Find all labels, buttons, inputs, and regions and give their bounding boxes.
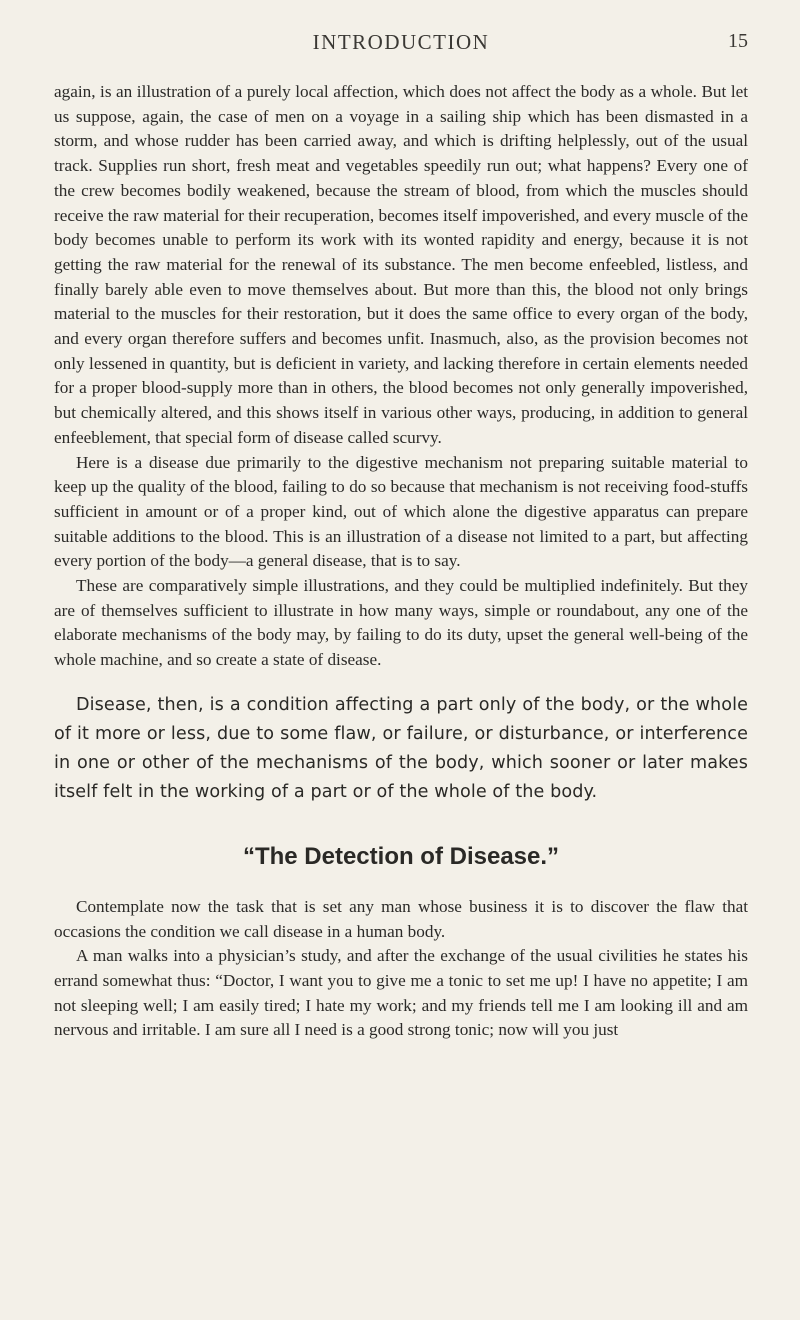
running-head [54, 30, 748, 60]
paragraph: Contemplate now the task that is set any man whose business it is to discover the flaw that occasions the condition we call disease in a human body. [54, 896, 748, 941]
running-title: INTRODUCTION [312, 30, 490, 54]
paragraph: These are comparatively simple illustrations, and they could be multiplied indefinitely. But they are of themselves sufficient to illustrate in how many ways, simple or roundabout, any one of the elaborate mechanisms of the body may, by failing to do its duty, upset the general well-being of the whole machine, and so create a state of disease. [54, 576, 748, 670]
body-text [54, 80, 748, 673]
paragraph: again, is an illustration of a purely local affection, which does not affect the body as a whole. But let us suppose, again, the case of men on a voyage in a sailing ship which has been dismasted in a storm, and whose rudder has been carried away, and which is drifting helplessly, out of the usual track. Supplies run short, fresh meat and vegetables speedily run out; what happens? Every one of the crew becomes bodily weakened, because the stream of blood, from which the muscles should receive the raw material for their recuperation, becomes itself impoverished, and every muscle of the body becomes unable to perform its work with its wonted rapidity and energy, because it is not getting the raw material for the renewal of its substance. The men become enfeebled, listless, and finally barely able even to move themselves about. But more than this, the blood not only brings material to the muscles for their restoration, but it does the same office to every organ of the body, and every organ therefore suffers and becomes unfit. Inasmuch, also, as the provision becomes not only lessened in quantity, but is deficient in variety, and lacking therefore in certain elements needed for a proper blood-supply more than in others, the blood becomes not only generally impoverished, but chemically altered, and this shows itself in various other ways, producing, in addition to general enfeeblement, that special form of disease called scurvy. [54, 82, 748, 447]
paragraph: A man walks into a physician’s study, and after the exchange of the usual civilities he states his errand somewhat thus: “Doctor, I want you to give me a tonic to set me up! I have no appetite; I am not sleeping well; I am easily tired; I hate my work; and my friends tell me I am looking ill and am nervous and irritable. I am sure all I need is a good strong tonic; now will you just [54, 946, 748, 1040]
disease-definition: Disease, then, is a condition affecting a part only of the body, or the whole of it more or less, due to some flaw, or failure, or disturbance, or interference in one or other of the mechanisms of the body, which sooner or later makes itself felt in the working of a part or of the whole of the body. [54, 694, 748, 802]
section-heading: “The Detection of Disease.” [242, 842, 560, 870]
page-number: 15 [728, 30, 748, 52]
paragraph: Here is a disease due primarily to the digestive mechanism not preparing suitable material to keep up the quality of the blood, failing to do so because that mechanism is not receiving food-stuffs sufficient in amount or of a proper kind, out of which alone the digestive apparatus can prepare suitable additions to the blood. This is an illustration of a disease not limited to a part, but affecting every portion of the body—a general disease, that is to say. [54, 452, 748, 571]
section-text [54, 895, 748, 1043]
